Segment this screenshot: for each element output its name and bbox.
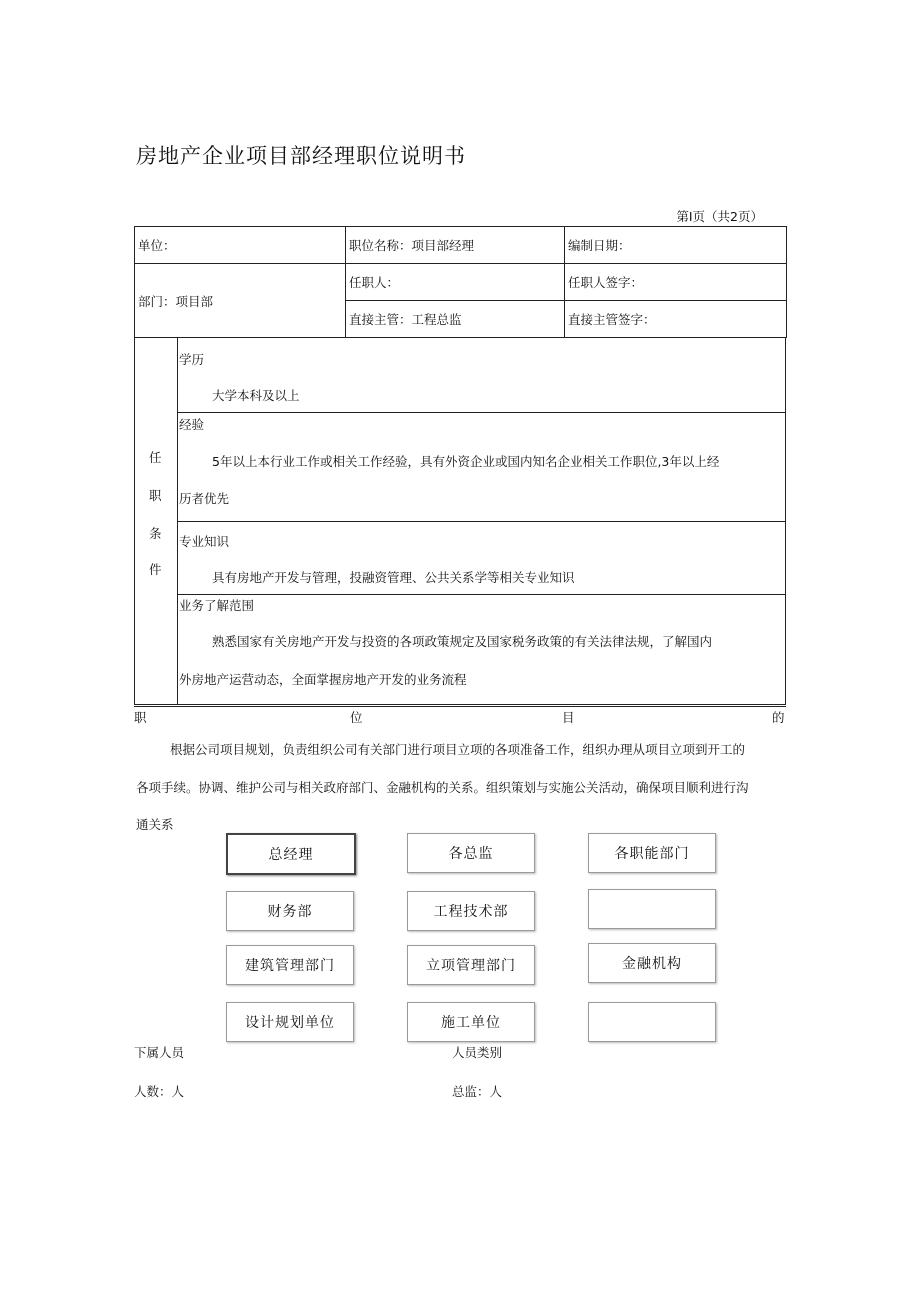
knowledge-text: 具有房地产开发与管理，投融资管理、公共关系学等相关专业知识: [212, 570, 575, 585]
position-name-cell: 职位名称：项目部经理: [346, 227, 565, 264]
director-count: 总监：人: [452, 1084, 503, 1099]
purpose-heading-char: 位: [350, 710, 363, 725]
business-text-line2: 外房地产运营动态，全面掌握房地产开发的业务流程: [179, 672, 467, 687]
box-empty: [588, 1002, 716, 1042]
box-construction-units: 施工单位: [407, 1002, 535, 1042]
requirements-block: [134, 338, 786, 705]
education-title: 学历: [179, 352, 205, 367]
supervisor-cell: 直接主管：工程总监: [346, 301, 565, 338]
compile-date-cell: 编制日期：: [565, 227, 787, 264]
staff-category-label: 人员类别: [452, 1045, 503, 1060]
education-text: 大学本科及以上: [212, 388, 300, 403]
experience-title: 经验: [179, 417, 205, 432]
box-empty: [588, 889, 716, 929]
supervisor-sign-cell: 直接主管签字：: [565, 301, 787, 338]
page-title: 房地产企业项目部经理职位说明书: [136, 144, 466, 168]
knowledge-section: [178, 522, 785, 595]
label-char: 件: [149, 562, 162, 577]
purpose-text-line1: 根据公司项目规划，负责组织公司有关部门进行项目立项的各项准备工作，组织办理从项目立项到开工的: [170, 742, 746, 757]
experience-text-line1: 5年以上本行业工作或相关工作经验，具有外资企业或国内知名企业相关工作职位,3年以上经: [212, 454, 720, 469]
experience-section: [178, 413, 785, 522]
business-section: [178, 595, 785, 704]
subordinates-label: 下属人员: [134, 1045, 185, 1060]
box-design-units: 设计规划单位: [226, 1002, 354, 1042]
purpose-heading-char: 职: [134, 710, 147, 725]
box-functional-depts: 各职能部门: [588, 833, 716, 873]
box-directors: 各总监: [407, 833, 535, 873]
department-cell: 部门：项目部: [135, 264, 346, 338]
knowledge-title: 专业知识: [179, 534, 230, 549]
box-financial-inst: 金融机构: [588, 943, 716, 983]
box-finance: 财务部: [226, 891, 354, 931]
box-construction-mgmt: 建筑管理部门: [226, 945, 354, 985]
education-section: [178, 338, 785, 413]
label-char: 职: [149, 488, 162, 503]
purpose-text-line2: 各项手续。协调、维护公司与相关政府部门、金融机构的关系。组织策划与实施公关活动，确保项目顺利进行沟: [136, 780, 749, 795]
purpose-heading: [134, 706, 786, 725]
relations-label: 通关系: [136, 817, 174, 832]
incumbent-cell: 任职人：: [346, 264, 565, 301]
info-table: [134, 226, 787, 338]
unit-cell: 单位：: [135, 227, 346, 264]
box-general-manager: 总经理: [226, 833, 356, 875]
business-text-line1: 熟悉国家有关房地产开发与投资的各项政策规定及国家税务政策的有关法律法规，了解国内: [212, 634, 713, 649]
incumbent-sign-cell: 任职人签字：: [565, 264, 787, 301]
purpose-heading-char: 的: [772, 710, 785, 725]
page-number: 第I页（共2页）: [676, 209, 763, 224]
headcount: 人数：人: [134, 1084, 185, 1099]
business-title: 业务了解范围: [179, 598, 255, 613]
purpose-heading-char: 目: [562, 710, 575, 725]
box-engineering: 工程技术部: [407, 891, 535, 931]
label-char: 条: [149, 526, 162, 541]
experience-text-line2: 历者优先: [179, 491, 230, 506]
label-char: 任: [149, 450, 162, 465]
box-project-approval: 立项管理部门: [407, 945, 535, 985]
requirements-label: [135, 338, 178, 704]
